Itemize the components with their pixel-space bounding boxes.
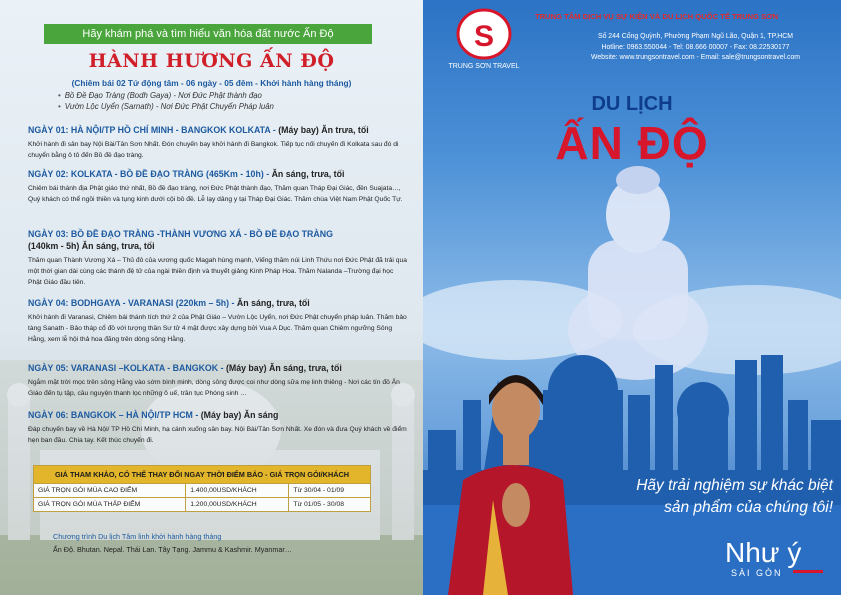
website-text: Website: www.trungsontravel.com - Email: sale@trungsontravel.com xyxy=(590,54,801,61)
price-period: Từ 30/04 - 01/09 xyxy=(289,484,371,498)
itinerary-day-3 xyxy=(28,228,408,288)
footer-line-2: Ấn Độ. Bhutan. Nepal. Thái Lan. Tây Tạng. Jammu & Kashmir. Myanmar… xyxy=(53,545,292,554)
intro-banner: Hãy khám phá và tìm hiểu văn hóa đất nước Ấn Độ xyxy=(44,24,372,44)
day-heading: NGÀY 06: BANGKOK – HÀ NỘI/TP HCM - xyxy=(28,410,199,420)
highlight-item: • Bồ Đề Đạo Tràng (Bodh Gaya) - Nơi Đức Phật thành đạo xyxy=(58,90,274,101)
day-meals: (Máy bay) Ăn sáng, trưa, tối xyxy=(223,363,342,373)
price-label: GIÁ TRỌN GÓI MÙA THẤP ĐIỂM xyxy=(34,498,186,512)
svg-text:S: S xyxy=(473,20,495,53)
svg-text:SÀI GÒN: SÀI GÒN xyxy=(731,568,783,578)
day-meals: Ăn sáng, trưa, tối xyxy=(234,298,310,308)
day-meals: (Máy bay) Ăn trưa, tối xyxy=(275,125,369,135)
trung-son-travel-logo xyxy=(443,8,525,70)
contact-info xyxy=(553,32,838,64)
svg-text:Như ý: Như ý xyxy=(725,537,802,568)
day-meals: (140km - 5h) Ăn sáng, trưa, tối xyxy=(28,241,155,251)
highlights-list xyxy=(58,90,274,112)
price-table xyxy=(33,465,371,512)
cover-title-small: DU LỊCH xyxy=(591,93,673,115)
buddha-statue xyxy=(568,166,708,380)
tour-subtitle: (Chiêm bái 02 Tứ động tâm - 06 ngày - 05 đêm - Khởi hành hàng tháng) xyxy=(71,78,352,88)
day-heading: NGÀY 05: VARANASI –KOLKATA - BANGKOK - xyxy=(28,363,224,373)
table-row xyxy=(34,498,371,512)
price-label: GIÁ TRỌN GÓI MÙA CAO ĐIỂM xyxy=(34,484,186,498)
footer-note xyxy=(53,530,292,556)
right-panel xyxy=(423,0,841,595)
day-description: Chiêm bái thánh địa Phật giáo thứ nhất, Bồ đề đạo tràng, nơi Đức Phật thành đạo, Thăm quan Tháp Đại Giác, đền Suajata…, Quý khách có thể ngồi thiền và tụng kinh dưới cội bồ đề. Lễ lạy dâng y tại Tháp Đại Giác. Thăm chùa Việt Nam Phật Quốc Tự. xyxy=(28,185,403,203)
itinerary-day-5 xyxy=(28,362,408,399)
tour-title: HÀNH HƯƠNG ẤN ĐỘ xyxy=(88,50,335,72)
price-value: 1.200,00USD/KHÁCH xyxy=(186,498,289,512)
price-value: 1.400,00USD/KHÁCH xyxy=(186,484,289,498)
hotline-text: Hotline: 0963.550044 - Tel: 08.666 00007 - Fax: 08.22530177 xyxy=(601,43,790,51)
day-description: Khởi hành đi Varanasi, Chiêm bái thánh tích thứ 2 của Phật Giáo – Vườn Lộc Uyển, nơi Đức Phật chuyển pháp luân. Thăm bảo tàng Sanath - Bảo tháp cổ đồ với tượng thần Sư tử 4 mặt được xây dựng bởi Vua A Dục. Thăm quan Chiêm ngưỡng Sông Hằng, xem lễ hội thả hoa đăng trên dòng sông Hằng. xyxy=(28,314,407,343)
itinerary-day-4 xyxy=(28,297,408,345)
price-period: Từ 01/05 - 30/08 xyxy=(289,498,371,512)
footer-line-1: Chương trình Du lịch Tâm linh khởi hành hàng tháng xyxy=(53,532,222,541)
itinerary-day-2 xyxy=(28,168,408,205)
company-name: TRUNG TÂM DỊCH VỤ SỰ KIỆN VÀ DU LỊCH QUỐC TẾ TRUNG SƠN xyxy=(535,12,779,21)
day-description: Khởi hành đi sân bay Nội Bài/Tân Sơn Nhất. Đón chuyến bay khởi hành đi Bangkok. Tiếp tục nối chuyến đi Kolkata sau đó di chuyển bằng ô tô đến Bồ đề đạo tràng. xyxy=(28,141,399,159)
nhu-y-saigon-logo xyxy=(723,532,833,582)
slogan-line-2: sản phẩm của chúng tôi! xyxy=(664,499,833,516)
highlight-item: • Vườn Lộc Uyển (Sarnath) - Nơi Đức Phật Chuyển Pháp luân xyxy=(58,101,274,112)
cover-title-big: ẤN ĐỘ xyxy=(555,117,709,169)
day-heading: NGÀY 02: KOLKATA - BỒ ĐỀ ĐẠO TRÀNG (465Km - 10h) - xyxy=(28,169,270,179)
slogan xyxy=(543,475,833,519)
day-heading: NGÀY 04: BODHGAYA - VARANASI (220km – 5h) - xyxy=(28,298,235,308)
slogan-line-1: Hãy trải nghiệm sự khác biệt xyxy=(636,477,833,494)
itinerary-day-6 xyxy=(28,409,408,446)
svg-text:TRUNG SƠN TRAVEL: TRUNG SƠN TRAVEL xyxy=(448,63,520,70)
day-description: Đáp chuyến bay về Hà Nội/ TP Hồ Chí Minh, hạ cánh xuống sân bay. Nội Bài/Tân Sơn Nhất. Xe đón và đưa Quý khách về điểm hẹn ban đầu. Chia tay. Kết thúc chuyến đi. xyxy=(28,426,407,444)
itinerary-day-1 xyxy=(28,124,408,161)
day-meals: Ăn sáng, trưa, tối xyxy=(269,169,345,179)
day-description: Ngắm mặt trời mọc trên sông Hằng vào sớm bình minh, dòng sông được coi như dòng sữa mẹ linh thiêng - Nơi các tín đồ Ấn Giáo đến tụ tập, cầu nguyện thanh lọc những ô uế, trần tục Phóng sinh … xyxy=(28,379,400,397)
day-description: Thăm quan Thành Vương Xá – Thủ đô của vương quốc Magah hùng mạnh, Viếng thăm núi Linh Thứu nơi Đức Phật đã trải qua một thời gian dài cùng các thánh đệ tử của ngài thiền định và thuyết giảng Kinh Pháp Hoa. Thăm Nalanda –Trường đại học Phật Giáo đầu tiên. xyxy=(28,257,407,286)
day-heading: NGÀY 03: BỒ ĐỀ ĐẠO TRÀNG -THÀNH VƯƠNG XÁ - BỒ ĐỀ ĐẠO TRÀNG xyxy=(28,229,333,239)
table-row xyxy=(34,484,371,498)
day-meals: (Máy bay) Ăn sáng xyxy=(198,410,279,420)
day-heading: NGÀY 01: HÀ NỘI/TP HỒ CHÍ MINH - BANGKOK KOLKATA - xyxy=(28,125,276,135)
address-text: Số 244 Cống Quỳnh, Phường Phạm Ngũ Lão, Quận 1, TP.HCM xyxy=(597,33,794,40)
price-table-header: GIÁ THAM KHẢO, CÓ THỂ THAY ĐỔI NGAY THỜI ĐIỂM BÁO - GIÁ TRỌN GÓI/KHÁCH xyxy=(34,466,371,484)
